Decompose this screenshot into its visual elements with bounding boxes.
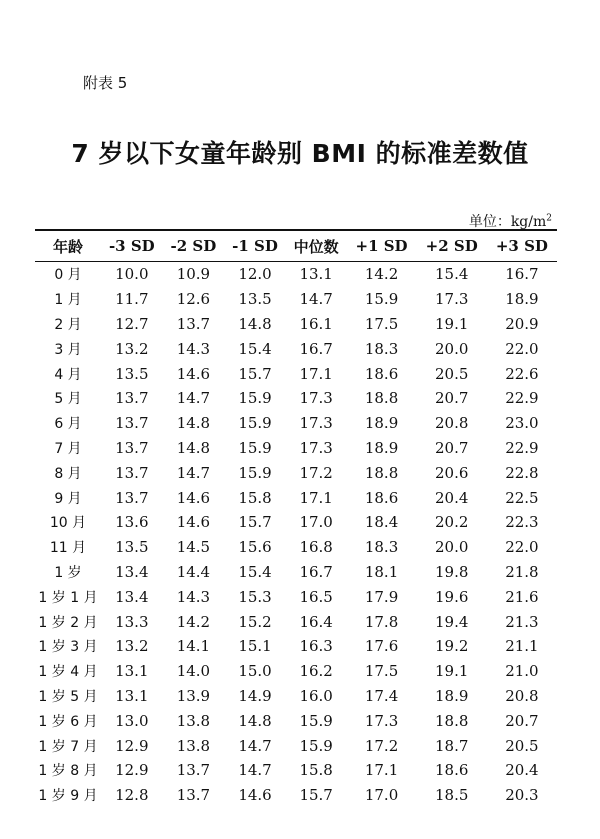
value-cell: 18.9 [364, 438, 399, 457]
value-cell: 13.9 [176, 686, 211, 705]
value-cell: 19.4 [435, 612, 469, 631]
value-cell: 22.9 [505, 389, 539, 408]
table-row [35, 708, 557, 733]
value-cell: 13.1 [115, 662, 149, 681]
value-cell: 21.1 [505, 637, 539, 656]
value-cell: 17.4 [364, 686, 399, 705]
value-cell: 16.7 [505, 265, 539, 284]
value-cell: 18.1 [364, 562, 399, 581]
value-cell: 16.4 [299, 612, 333, 631]
value-cell: 13.8 [176, 711, 211, 730]
value-cell: 14.6 [176, 513, 211, 532]
value-cell: 15.7 [299, 786, 333, 805]
value-cell: 13.7 [176, 761, 211, 780]
table-row [35, 287, 557, 312]
value-cell: 20.7 [435, 389, 469, 408]
value-cell: 13.2 [115, 637, 149, 656]
age-cell: 11 月 [49, 540, 87, 557]
value-cell: 16.0 [299, 686, 333, 705]
page-title: 7 岁以下女童年龄别 BMI 的标准差数值 [71, 139, 529, 168]
value-cell: 17.5 [364, 662, 399, 681]
value-cell: 14.6 [176, 488, 211, 507]
value-cell: 21.8 [505, 562, 539, 581]
value-cell: 17.2 [364, 736, 399, 755]
column-header: -1 SD [224, 230, 286, 262]
column-header: +3 SD [487, 230, 557, 262]
value-cell: 20.8 [505, 686, 539, 705]
value-cell: 12.8 [115, 786, 149, 805]
value-cell: 19.1 [435, 662, 469, 681]
value-cell: 14.5 [176, 538, 211, 557]
value-cell: 23.0 [505, 414, 539, 433]
value-cell: 18.3 [364, 339, 399, 358]
value-cell: 14.7 [238, 736, 272, 755]
column-header: -2 SD [163, 230, 225, 262]
value-cell: 16.2 [299, 662, 333, 681]
value-cell: 17.1 [364, 761, 399, 780]
unit-text: 单位：kg/m [468, 214, 547, 230]
value-cell: 18.3 [364, 538, 399, 557]
age-cell: 10 月 [49, 515, 87, 532]
table-row [35, 659, 557, 684]
value-cell: 20.7 [435, 438, 469, 457]
table-row [35, 436, 557, 461]
value-cell: 16.3 [299, 637, 333, 656]
value-cell: 17.2 [299, 463, 333, 482]
value-cell: 14.1 [176, 637, 211, 656]
value-cell: 16.7 [299, 339, 333, 358]
value-cell: 22.0 [505, 538, 539, 557]
value-cell: 13.0 [115, 711, 149, 730]
value-cell: 18.9 [435, 686, 469, 705]
age-cell: 1 岁 1 月 [38, 589, 98, 606]
value-cell: 15.9 [238, 463, 272, 482]
table-row [35, 262, 557, 287]
value-cell: 15.7 [238, 513, 272, 532]
value-cell: 16.7 [299, 562, 333, 581]
age-cell: 8 月 [54, 465, 82, 482]
age-cell: 0 月 [54, 267, 82, 284]
value-cell: 18.8 [364, 389, 399, 408]
value-cell: 14.6 [238, 786, 272, 805]
value-cell: 13.5 [115, 538, 149, 557]
table-row [35, 535, 557, 560]
value-cell: 14.2 [176, 612, 211, 631]
value-cell: 14.8 [238, 314, 272, 333]
value-cell: 20.6 [435, 463, 469, 482]
value-cell: 15.6 [238, 538, 272, 557]
table-row [35, 634, 557, 659]
value-cell: 13.2 [115, 339, 149, 358]
value-cell: 17.9 [364, 587, 399, 606]
value-cell: 13.5 [238, 290, 272, 309]
value-cell: 17.3 [299, 414, 333, 433]
value-cell: 13.7 [176, 314, 211, 333]
unit-superscript: 2 [546, 213, 552, 224]
value-cell: 14.8 [176, 438, 211, 457]
table-row [35, 386, 557, 411]
table-row [35, 609, 557, 634]
value-cell: 13.7 [115, 488, 149, 507]
value-cell: 18.6 [364, 364, 399, 383]
age-cell: 6 月 [54, 416, 82, 433]
table-row [35, 783, 557, 808]
value-cell: 18.9 [364, 414, 399, 433]
table-row [35, 510, 557, 535]
value-cell: 13.1 [115, 686, 149, 705]
value-cell: 15.8 [299, 761, 333, 780]
value-cell: 17.6 [364, 637, 399, 656]
value-cell: 20.8 [435, 414, 469, 433]
value-cell: 18.5 [435, 786, 469, 805]
value-cell: 14.2 [364, 265, 399, 284]
table-row [35, 485, 557, 510]
value-cell: 20.3 [505, 786, 539, 805]
value-cell: 20.0 [435, 538, 469, 557]
age-cell: 7 月 [54, 440, 82, 457]
table-body [35, 262, 557, 808]
value-cell: 20.0 [435, 339, 469, 358]
value-cell: 22.9 [505, 438, 539, 457]
value-cell: 15.9 [238, 389, 272, 408]
value-cell: 14.3 [176, 339, 211, 358]
value-cell: 20.2 [435, 513, 469, 532]
value-cell: 13.7 [115, 463, 149, 482]
value-cell: 18.6 [435, 761, 469, 780]
age-cell: 1 岁 9 月 [38, 788, 98, 805]
value-cell: 15.9 [238, 438, 272, 457]
value-cell: 17.3 [364, 711, 399, 730]
age-cell: 1 岁 4 月 [38, 664, 98, 681]
age-cell: 1 岁 2 月 [38, 614, 98, 631]
value-cell: 18.7 [435, 736, 469, 755]
value-cell: 14.4 [176, 562, 211, 581]
value-cell: 13.1 [299, 265, 333, 284]
column-header: -3 SD [101, 230, 163, 262]
value-cell: 10.9 [176, 265, 211, 284]
value-cell: 15.9 [299, 711, 333, 730]
value-cell: 20.5 [435, 364, 469, 383]
value-cell: 13.3 [115, 612, 149, 631]
value-cell: 15.2 [238, 612, 272, 631]
value-cell: 17.5 [364, 314, 399, 333]
value-cell: 13.8 [176, 736, 211, 755]
value-cell: 15.0 [238, 662, 272, 681]
value-cell: 18.9 [505, 290, 539, 309]
value-cell: 11.7 [115, 290, 149, 309]
value-cell: 12.0 [238, 265, 272, 284]
value-cell: 17.1 [299, 488, 333, 507]
age-cell: 1 岁 8 月 [38, 763, 98, 780]
value-cell: 18.6 [364, 488, 399, 507]
age-cell: 1 岁 6 月 [38, 713, 98, 730]
value-cell: 13.7 [176, 786, 211, 805]
value-cell: 15.3 [238, 587, 272, 606]
table-row [35, 758, 557, 783]
column-header: +1 SD [346, 230, 416, 262]
value-cell: 13.7 [115, 438, 149, 457]
table-row [35, 733, 557, 758]
value-cell: 12.6 [176, 290, 211, 309]
value-cell: 13.7 [115, 414, 149, 433]
age-cell: 1 岁 [54, 564, 82, 581]
value-cell: 19.6 [435, 587, 469, 606]
value-cell: 13.5 [115, 364, 149, 383]
value-cell: 20.4 [505, 761, 539, 780]
age-cell: 1 岁 7 月 [38, 738, 98, 755]
table-row [35, 560, 557, 585]
value-cell: 16.8 [299, 538, 333, 557]
appendix-label: 附表 5 [83, 74, 128, 92]
value-cell: 21.3 [505, 612, 539, 631]
value-cell: 13.4 [115, 587, 149, 606]
value-cell: 15.9 [299, 736, 333, 755]
value-cell: 14.6 [176, 364, 211, 383]
value-cell: 22.5 [505, 488, 539, 507]
column-header: 中位数 [286, 230, 347, 262]
value-cell: 22.0 [505, 339, 539, 358]
value-cell: 14.0 [176, 662, 211, 681]
value-cell: 15.7 [238, 364, 272, 383]
value-cell: 16.5 [299, 587, 333, 606]
column-header: +2 SD [417, 230, 487, 262]
value-cell: 22.8 [505, 463, 539, 482]
age-cell: 9 月 [54, 490, 82, 507]
value-cell: 15.4 [238, 339, 272, 358]
table-header-row [35, 230, 557, 262]
unit-label [469, 211, 552, 231]
value-cell: 14.7 [176, 389, 211, 408]
age-cell: 1 岁 5 月 [38, 688, 98, 705]
age-cell: 2 月 [54, 316, 82, 333]
value-cell: 15.4 [435, 265, 469, 284]
value-cell: 19.8 [435, 562, 469, 581]
table-row [35, 460, 557, 485]
age-cell: 1 月 [54, 292, 82, 309]
value-cell: 18.4 [364, 513, 399, 532]
value-cell: 12.7 [115, 314, 149, 333]
value-cell: 20.5 [505, 736, 539, 755]
table-row [35, 361, 557, 386]
table-row [35, 684, 557, 709]
value-cell: 13.6 [115, 513, 149, 532]
value-cell: 17.3 [299, 389, 333, 408]
value-cell: 15.9 [364, 290, 399, 309]
value-cell: 17.1 [299, 364, 333, 383]
age-cell: 3 月 [54, 341, 82, 358]
value-cell: 17.3 [435, 290, 469, 309]
value-cell: 17.0 [364, 786, 399, 805]
value-cell: 19.2 [435, 637, 469, 656]
value-cell: 12.9 [115, 736, 149, 755]
value-cell: 13.7 [115, 389, 149, 408]
age-cell: 5 月 [54, 391, 82, 408]
value-cell: 19.1 [435, 314, 469, 333]
value-cell: 15.4 [238, 562, 272, 581]
value-cell: 13.4 [115, 562, 149, 581]
age-cell: 1 岁 3 月 [38, 639, 98, 656]
value-cell: 14.9 [238, 686, 272, 705]
value-cell: 18.8 [435, 711, 469, 730]
value-cell: 14.7 [238, 761, 272, 780]
table-row [35, 411, 557, 436]
value-cell: 18.8 [364, 463, 399, 482]
value-cell: 10.0 [115, 265, 149, 284]
value-cell: 20.7 [505, 711, 539, 730]
value-cell: 17.8 [364, 612, 399, 631]
value-cell: 17.3 [299, 438, 333, 457]
value-cell: 15.9 [238, 414, 272, 433]
bmi-table [35, 229, 557, 808]
value-cell: 20.9 [505, 314, 539, 333]
value-cell: 14.8 [176, 414, 211, 433]
value-cell: 14.7 [176, 463, 211, 482]
value-cell: 14.8 [238, 711, 272, 730]
value-cell: 15.8 [238, 488, 272, 507]
value-cell: 22.3 [505, 513, 539, 532]
value-cell: 12.9 [115, 761, 149, 780]
value-cell: 17.0 [299, 513, 333, 532]
column-header: 年龄 [35, 230, 101, 262]
table-row [35, 584, 557, 609]
value-cell: 15.1 [238, 637, 272, 656]
value-cell: 14.7 [299, 290, 333, 309]
table-row [35, 336, 557, 361]
value-cell: 16.1 [299, 314, 333, 333]
value-cell: 21.6 [505, 587, 539, 606]
value-cell: 14.3 [176, 587, 211, 606]
value-cell: 21.0 [505, 662, 539, 681]
value-cell: 22.6 [505, 364, 539, 383]
age-cell: 4 月 [54, 366, 82, 383]
value-cell: 20.4 [435, 488, 469, 507]
table-row [35, 312, 557, 337]
